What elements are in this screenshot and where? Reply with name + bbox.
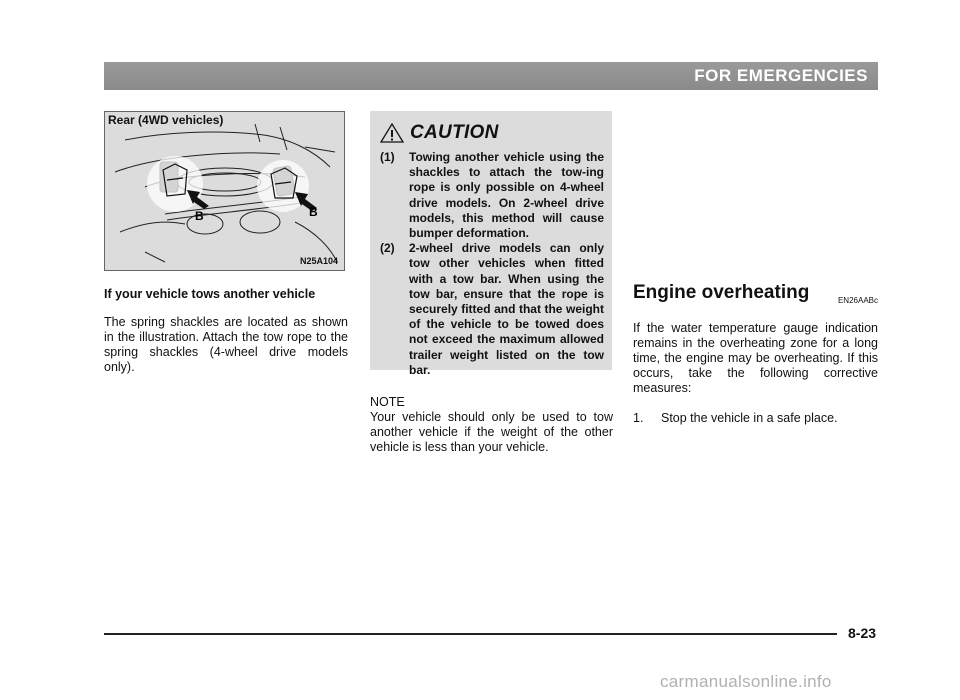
page-number: 8-23 <box>848 625 877 641</box>
section-body: The spring shackles are located as shown in the illustration. Attach the tow rope to the spring shackles (4-wheel drive models only). <box>104 315 348 374</box>
engine-step-number: 1. <box>633 411 644 425</box>
caution-item-text: 2-wheel drive models can only tow other vehicles when fitted with a tow bar. When using the tow bar, ensure that the rope is securely fitted and that the weight of the vehicle to be towed does not exceed the maximum allowed trailer weight listed on the tow bar. <box>409 241 604 377</box>
engine-body: If the water temperature gauge indication remains in the overheating zone for a long time, the engine may be overheating. If this occurs, take the following corrective measures: <box>633 321 878 395</box>
engine-title: Engine overheating <box>633 282 810 303</box>
engine-code: EN26AABc <box>837 296 878 305</box>
engine-overheating-section <box>633 282 878 426</box>
engine-title-row <box>633 282 878 309</box>
figure-code: N25A104 <box>299 256 338 266</box>
caution-item <box>380 150 604 241</box>
note-text: Your vehicle should only be used to tow another vehicle if the weight of the other vehicle is less than your vehicle. <box>370 410 613 454</box>
tow-shackle-illustration <box>104 111 345 271</box>
rear-underbody-drawing <box>105 112 346 272</box>
caution-box <box>370 111 612 377</box>
figure-label-b-left: B <box>195 209 204 223</box>
note-block <box>370 395 613 455</box>
warning-triangle-icon <box>380 123 404 143</box>
caution-list <box>380 150 604 378</box>
section-title: FOR EMERGENCIES <box>694 66 868 85</box>
section-header-bar <box>104 62 878 90</box>
caution-item-number: (2) <box>380 241 395 256</box>
engine-step <box>633 411 878 426</box>
note-label: NOTE <box>370 395 405 409</box>
footer-rule <box>104 633 837 635</box>
section-heading: If your vehicle tows another vehicle <box>104 287 316 301</box>
tow-another-vehicle-section <box>104 287 348 375</box>
caution-title: CAUTION <box>410 122 499 143</box>
figure-title: Rear (4WD vehicles) <box>108 113 224 127</box>
caution-item-number: (1) <box>380 150 395 164</box>
figure-label-b-right: B <box>309 205 318 219</box>
engine-step-text: Stop the vehicle in a safe place. <box>661 411 838 425</box>
caution-item-text: Towing another vehicle using the shackles to attach the tow-ing rope is only possible on 4-wheel drive models. On 2-wheel drive models, this method will cause bumper deformation. <box>409 150 604 241</box>
caution-item <box>380 241 604 378</box>
watermark: carmanualsonline.info <box>660 672 832 691</box>
